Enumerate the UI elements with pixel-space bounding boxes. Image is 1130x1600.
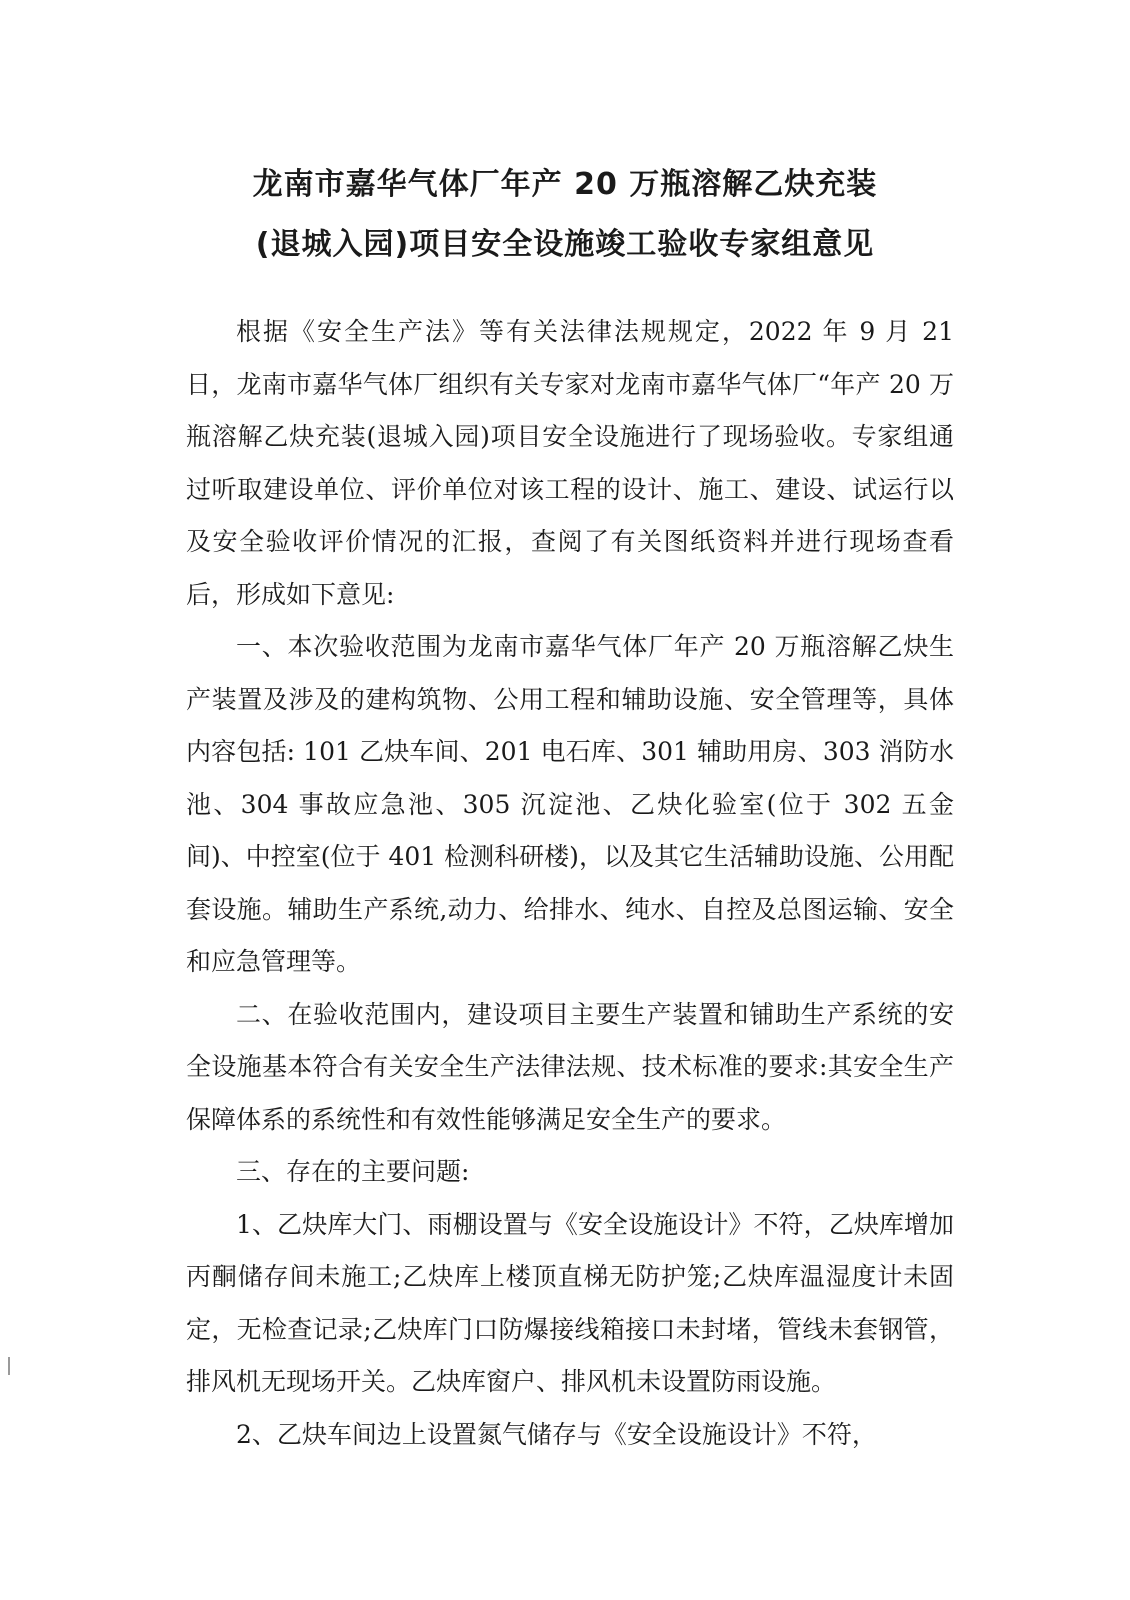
paragraph-scope: 一、本次验收范围为龙南市嘉华气体厂年产 20 万瓶溶解乙炔生产装置及涉及的建构筑物、公用工程和辅助设施、安全管理等，具体内容包括: 101 乙炔车间、201 电石库、301 辅助用房、303 消防水池、304 事故应急池、305 沉淀池、乙炔化验室(位于 302 五金间)、中控室(位于 401 检测科研楼)，以及其它生活辅助设施、公用配套设施。辅助生产系统,动力、给排水、纯水、自控及总图运输、安全和应急管理等。 bbox=[186, 632, 954, 976]
document-body bbox=[186, 306, 954, 1461]
paragraph-conformity: 二、在验收范围内，建设项目主要生产装置和铺助生产系统的安全设施基本符合有关安全生产法律法规、技术标准的要求:其安全生产保障体系的系统性和有效性能够满足安全生产的要求。 bbox=[186, 999, 954, 1134]
paragraph-intro: 根据《安全生产法》等有关法律法规规定，2022 年 9 月 21 日，龙南市嘉华气体厂组织有关专家对龙南市嘉华气体厂“年产 20 万瓶溶解乙炔充装(退城入园)项目安全设施进行了现场验收。专家组通过听取建设单位、评价单位对该工程的设计、施工、建设、试运行以及安全验收评价情况的汇报，查阅了有关图纸资料并进行现场查看后，形成如下意见: bbox=[186, 317, 954, 609]
document-title-line-1: 龙南市嘉华气体厂年产 20 万瓶溶解乙炔充装 bbox=[252, 167, 878, 202]
paragraph-issue-1: 1、乙炔库大门、雨棚设置与《安全设施设计》不符，乙炔库增加丙酮储存间未施工;乙炔库上楼顶直梯无防护笼;乙炔库温湿度计未固定，无检查记录;乙炔库门口防爆接线箱接口未封堵，管线未套钢管，排风机无现场开关。乙炔库窗户、排风机未设置防雨设施。 bbox=[186, 1209, 954, 1396]
scan-edge-mark bbox=[8, 1357, 10, 1375]
paragraph-issues-heading: 三、存在的主要问题: bbox=[236, 1157, 470, 1186]
document-title-line-2: (退城入园)项目安全设施竣工验收专家组意见 bbox=[255, 227, 875, 262]
paragraph-issue-2: 2、乙炔车间边上设置氮气储存与《安全设施设计》不符， bbox=[236, 1419, 877, 1449]
